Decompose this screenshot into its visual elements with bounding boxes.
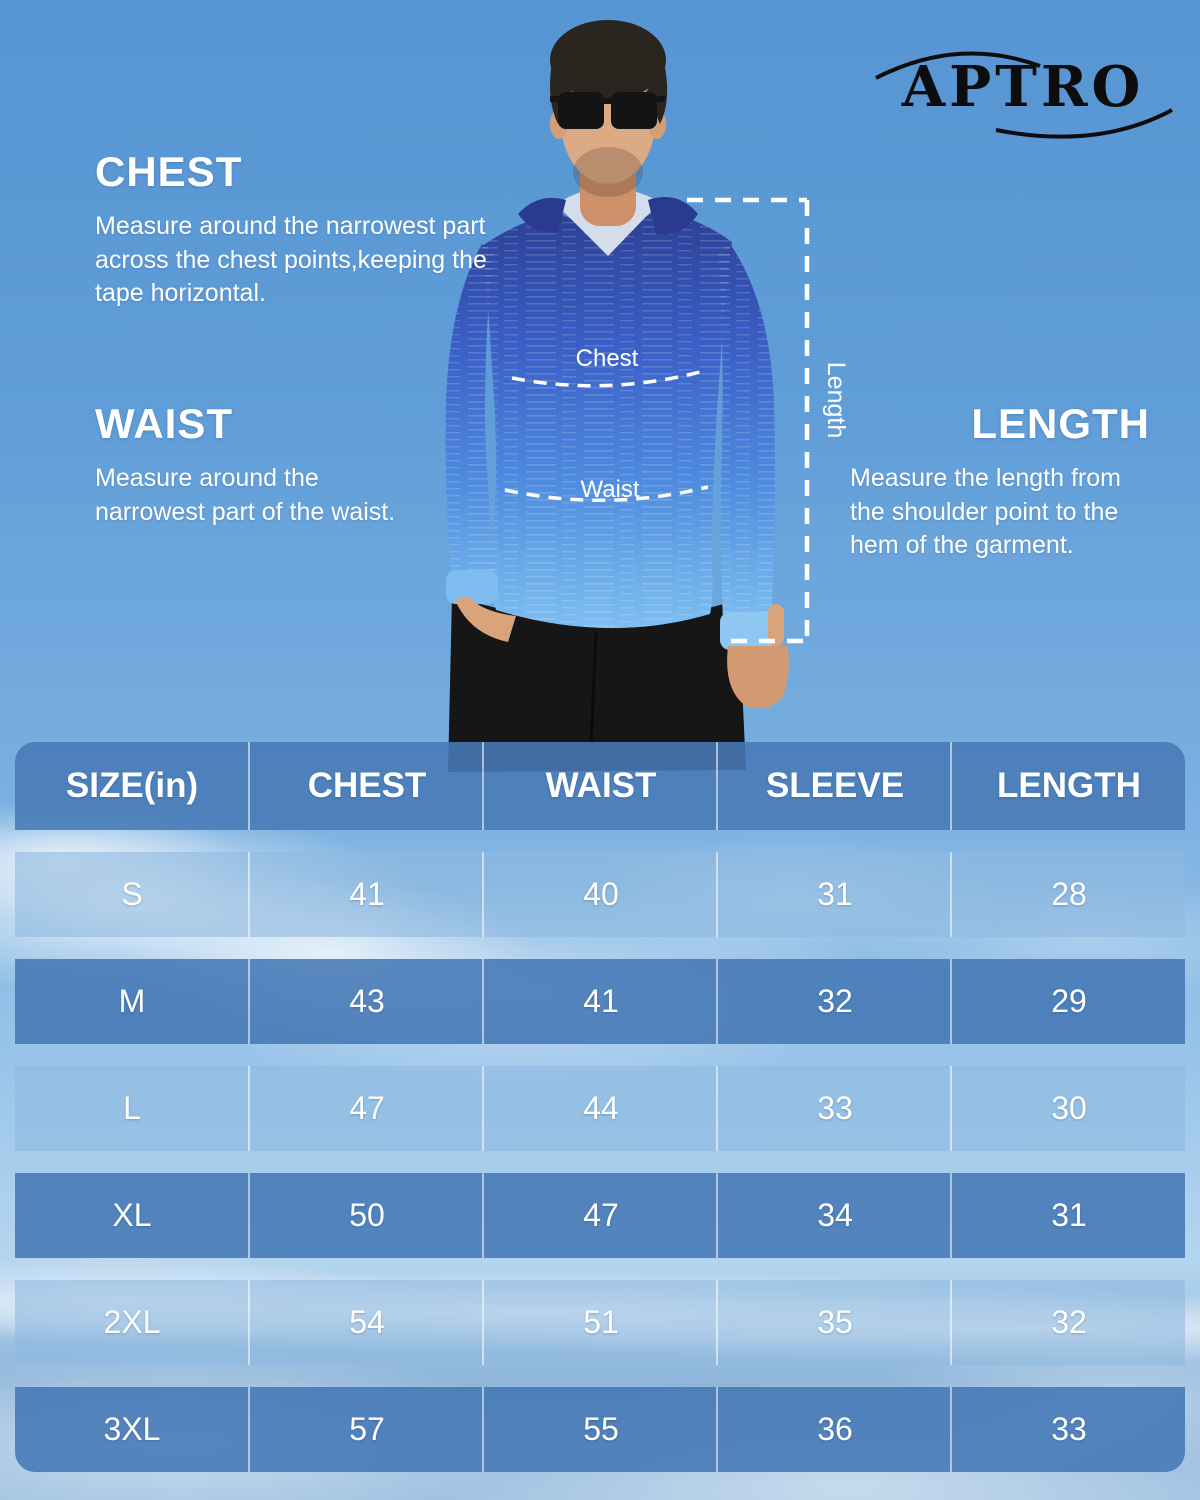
table-cell: 33 (950, 1387, 1186, 1472)
length-title: LENGTH (971, 400, 1150, 447)
table-row-3xl (15, 1387, 1185, 1472)
table-cell: 51 (482, 1280, 718, 1365)
table-row-m (15, 959, 1185, 1044)
table-row-xl (15, 1173, 1185, 1258)
header-cell-size: SIZE(in) (65, 766, 199, 805)
header-cell-sleeve: SLEEVE (716, 742, 952, 830)
table-cell: 43 (248, 959, 484, 1044)
table-cell: 32 (950, 1280, 1186, 1365)
table-cell: 29 (950, 959, 1186, 1044)
beard-stubble (573, 147, 643, 197)
table-cell: 35 (716, 1280, 952, 1365)
table-cell: 32 (716, 959, 952, 1044)
length-description: Measure the length from the shoulder point to the hem of the garment. (850, 464, 1121, 559)
waist-title: WAIST (95, 400, 233, 447)
table-cell: 2XL (103, 1304, 161, 1340)
table-cell: 41 (482, 959, 718, 1044)
waist-line-label: Waist (580, 476, 640, 503)
cuff-right (720, 612, 774, 650)
waist-description: Measure around the narrowest part of the waist. (95, 464, 396, 526)
table-row-2xl (15, 1280, 1185, 1365)
table-cell: 54 (248, 1280, 484, 1365)
header-cell-waist: WAIST (482, 742, 718, 830)
table-cell: 30 (950, 1066, 1186, 1151)
table-header-row (15, 742, 1185, 830)
table-cell: L (123, 1090, 141, 1126)
waist-section (95, 400, 425, 529)
table-cell: 3XL (103, 1411, 161, 1447)
table-cell: 40 (482, 852, 718, 937)
table-cell: 31 (950, 1173, 1186, 1258)
header-cell-length: LENGTH (950, 742, 1186, 830)
length-section (850, 400, 1150, 563)
chest-section (95, 148, 495, 311)
header-cell-chest: CHEST (248, 742, 484, 830)
table-cell: 41 (248, 852, 484, 937)
brand-logo (868, 28, 1178, 143)
length-line-label: Length (822, 361, 850, 439)
table-cell: 55 (482, 1387, 718, 1472)
table-cell: XL (112, 1197, 152, 1233)
chest-line-label: Chest (575, 345, 639, 372)
table-cell: 31 (716, 852, 952, 937)
cuff-left (446, 570, 498, 604)
table-cell: 36 (716, 1387, 952, 1472)
size-chart-table (15, 742, 1185, 1472)
table-row-s (15, 852, 1185, 937)
table-cell: 50 (248, 1173, 484, 1258)
table-cell: 57 (248, 1387, 484, 1472)
table-row-l (15, 1066, 1185, 1151)
table-cell: 34 (716, 1173, 952, 1258)
fabric-texture (482, 210, 732, 628)
chest-title: CHEST (95, 148, 243, 195)
table-cell: 44 (482, 1066, 718, 1151)
fabric-texture (718, 244, 775, 646)
chest-description: Measure around the narrowest part across the chest points,keeping the tape horizontal. (95, 212, 487, 307)
table-cell: 47 (482, 1173, 718, 1258)
table-cell: 28 (950, 852, 1186, 937)
table-cell: S (121, 876, 143, 912)
table-cell: M (118, 983, 146, 1019)
table-cell: 33 (716, 1066, 952, 1151)
table-cell: 47 (248, 1066, 484, 1151)
brand-logo-text: APTRO (901, 54, 1145, 120)
